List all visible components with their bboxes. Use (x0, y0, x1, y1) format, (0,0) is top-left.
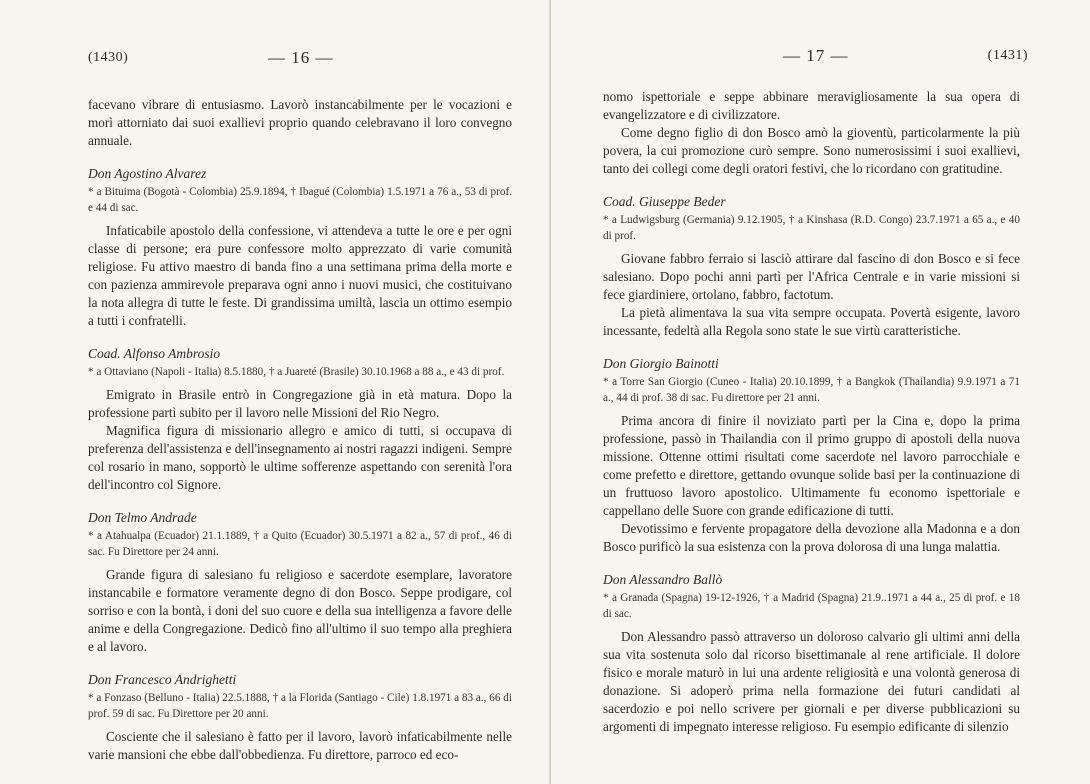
right-page (551, 0, 1090, 784)
entry-name: Don Francesco Andrighetti (88, 672, 237, 687)
entry-name: Don Agostino Alvarez (88, 166, 207, 181)
entry-dates: * a Ludwigsburg (Germania) 9.12.1905, † a Kinshasa (R.D. Congo) 23.7.1971 a 65 a., e 40 di prof. (603, 214, 1020, 242)
right-page-number: — 17 — (783, 46, 849, 65)
obituary-entry (88, 671, 512, 764)
entry-name: Coad. Alfonso Ambrosio (88, 346, 221, 361)
right-continuation-paragraph: nomo ispettoriale e seppe abbinare meravigliosamente la sua opera di evangelizzatore e di civilizzatore. (603, 89, 1020, 122)
entry-dates: * a Atahualpa (Ecuador) 21.1.1889, † a Quito (Ecuador) 30.5.1971 a 82 a., 57 di prof., 46 di sac. Fu Direttore per 24 anni. (88, 530, 512, 558)
entry-dates: * a Fonzaso (Belluno - Italia) 22.5.1888, † a la Florida (Santiago - Cile) 1.8.1971 a 83 a., 66 di prof. 59 di sac. Fu Direttore per 20 anni. (88, 692, 512, 720)
entry-paragraph: Cosciente che il salesiano è fatto per il lavoro, lavorò infaticabilmente nelle varie mansioni che ebbe dall'obbedienza. Fu direttore, parroco ed eco- (88, 729, 512, 762)
entry-name: Don Alessandro Ballò (603, 572, 723, 587)
entry-dates: * a Ottaviano (Napoli - Italia) 8.5.1880, † a Juareté (Brasile) 30.10.1968 a 88 a., e 43 di prof. (88, 366, 505, 378)
left-continuation-paragraph: facevano vibrare di entusiasmo. Lavorò instancabilmente per le vocazioni e morì attorniato dai suoi exallievi proprio quando celebravano il loro convegno annuale. (88, 97, 512, 148)
entry-dates: * a Bituima (Bogotà - Colombia) 25.9.1894, † Ibagué (Colombia) 1.5.1971 a 76 a., 53 di prof. e 44 di sac. (88, 186, 512, 214)
entry-paragraph: Emigrato in Brasile entrò in Congregazione già in età matura. Dopo la professione partì subito per il lavoro nelle Missioni del Rio Negro. (88, 387, 512, 420)
obituary-entry (603, 571, 1020, 736)
right-folio: (1431) (987, 48, 1028, 63)
obituary-entry (603, 193, 1020, 340)
entry-paragraph: Prima ancora di finire il noviziato partì per la Cina e, dopo la prima professione, passò in Thailandia con il primo gruppo di apostoli della nuova missione. Ottenne ottimi risultati come sacerdote nel lavoro parrocchiale e come prefetto e direttore, gettando ovunque solide basi per la continuazione di un fruttuoso lavoro apostolico. Ultimamente fu economo ispettoriale e cappellano delle Suore con grande edificazione di tutti. (603, 413, 1020, 518)
left-page-header (88, 44, 512, 78)
right-page-header (603, 42, 1028, 76)
entry-paragraph: Infaticabile apostolo della confessione, vi attendeva a tutte le ore e per ogni classe di persone; era pure confessore molto apprezzato di varie comunità religiose. Fu attivo maestro di banda fino a una settimana prima della morte e con pazienza ammirevole preparava ogni anno i nuovi musici, che costituivano la nota allegra di tutte le feste. Di grandissima umiltà, lascia un ottimo esempio a tutti i confratelli. (88, 223, 512, 328)
entry-dates: * a Granada (Spagna) 19-12-1926, † a Madrid (Spagna) 21.9..1971 a 44 a., 25 di prof. e 18 di sac. (603, 592, 1020, 620)
obituary-entry (88, 345, 512, 494)
obituary-entry (603, 355, 1020, 556)
left-folio: (1430) (88, 50, 129, 65)
entry-paragraph: Magnifica figura di missionario allegro e amico di tutti, si occupava di preferenza dell'assistenza e dell'insegnamento ai nostri ragazzi indigeni. Sempre col rosario in mano, sopportò le ultime sofferenze aspettando con serenità l'ora dell'incontro col Signore. (88, 423, 512, 492)
entry-paragraph: Giovane fabbro ferraio si lasciò attirare dal fascino di don Bosco e si fece salesiano. Dopo pochi anni partì per l'Africa Centrale e in varie missioni si fece giardiniere, ortolano, fabbro, factotum. (603, 251, 1020, 302)
obituary-entry (88, 165, 512, 330)
entry-name: Don Telmo Andrade (88, 510, 197, 525)
entry-paragraph: Don Alessandro passò attraverso un doloroso calvario gli ultimi anni della sua vita sostenuta solo dal ricorso bisettimanale al rene artificiale. Il dolore fisico e morale maturò in lui una ardente religiosità e una volontà generosa di donazione. Si adoperò prima nella formazione dei futuri candidati al sacerdozio e poi nello scrivere per giornali e per diverse pubblicazioni su argomenti di impegnato interesse religioso. Fu esempio edificante di silenzio (603, 629, 1020, 734)
entry-paragraph: La pietà alimentava la sua vita sempre occupata. Povertà esigente, lavoro incessante, fedeltà alla Regola sono state le sue virtù caratteristiche. (603, 305, 1020, 338)
left-page-number: — 16 — (268, 48, 334, 67)
entry-name: Coad. Giuseppe Beder (603, 194, 726, 209)
entry-dates: * a Torre San Giorgio (Cuneo - Italia) 20.10.1899, † a Bangkok (Thailandia) 9.9.1971 a 71 a., 44 di prof. 38 di sac. Fu direttore per 21 anni. (603, 376, 1020, 404)
obituary-entry (88, 509, 512, 656)
right-continuation-paragraph: Come degno figlio di don Bosco amò la gioventù, particolarmente la più povera, la cui promozione curò sempre. Sono numerosissimi i suoi exallievi, tanto dei collegi come degli oratori festivi, che lo ricordano con gratitudine. (603, 125, 1020, 176)
entry-paragraph: Grande figura di salesiano fu religioso e sacerdote esemplare, lavoratore instancabile e formatore veramente degno di don Bosco. Seppe prodigare, col sorriso e con la bontà, i doni del suo cuore e della sua intelligenza a favore delle anime e della Congregazione. Dedicò fino all'ultimo il suo tempo alla preghiera e al lavoro. (88, 567, 512, 654)
entry-paragraph: Devotissimo e fervente propagatore della devozione alla Madonna e a don Bosco purificò la sua esistenza con la prova dolorosa di una lunga malattia. (603, 521, 1020, 554)
entry-name: Don Giorgio Bainotti (603, 356, 719, 371)
